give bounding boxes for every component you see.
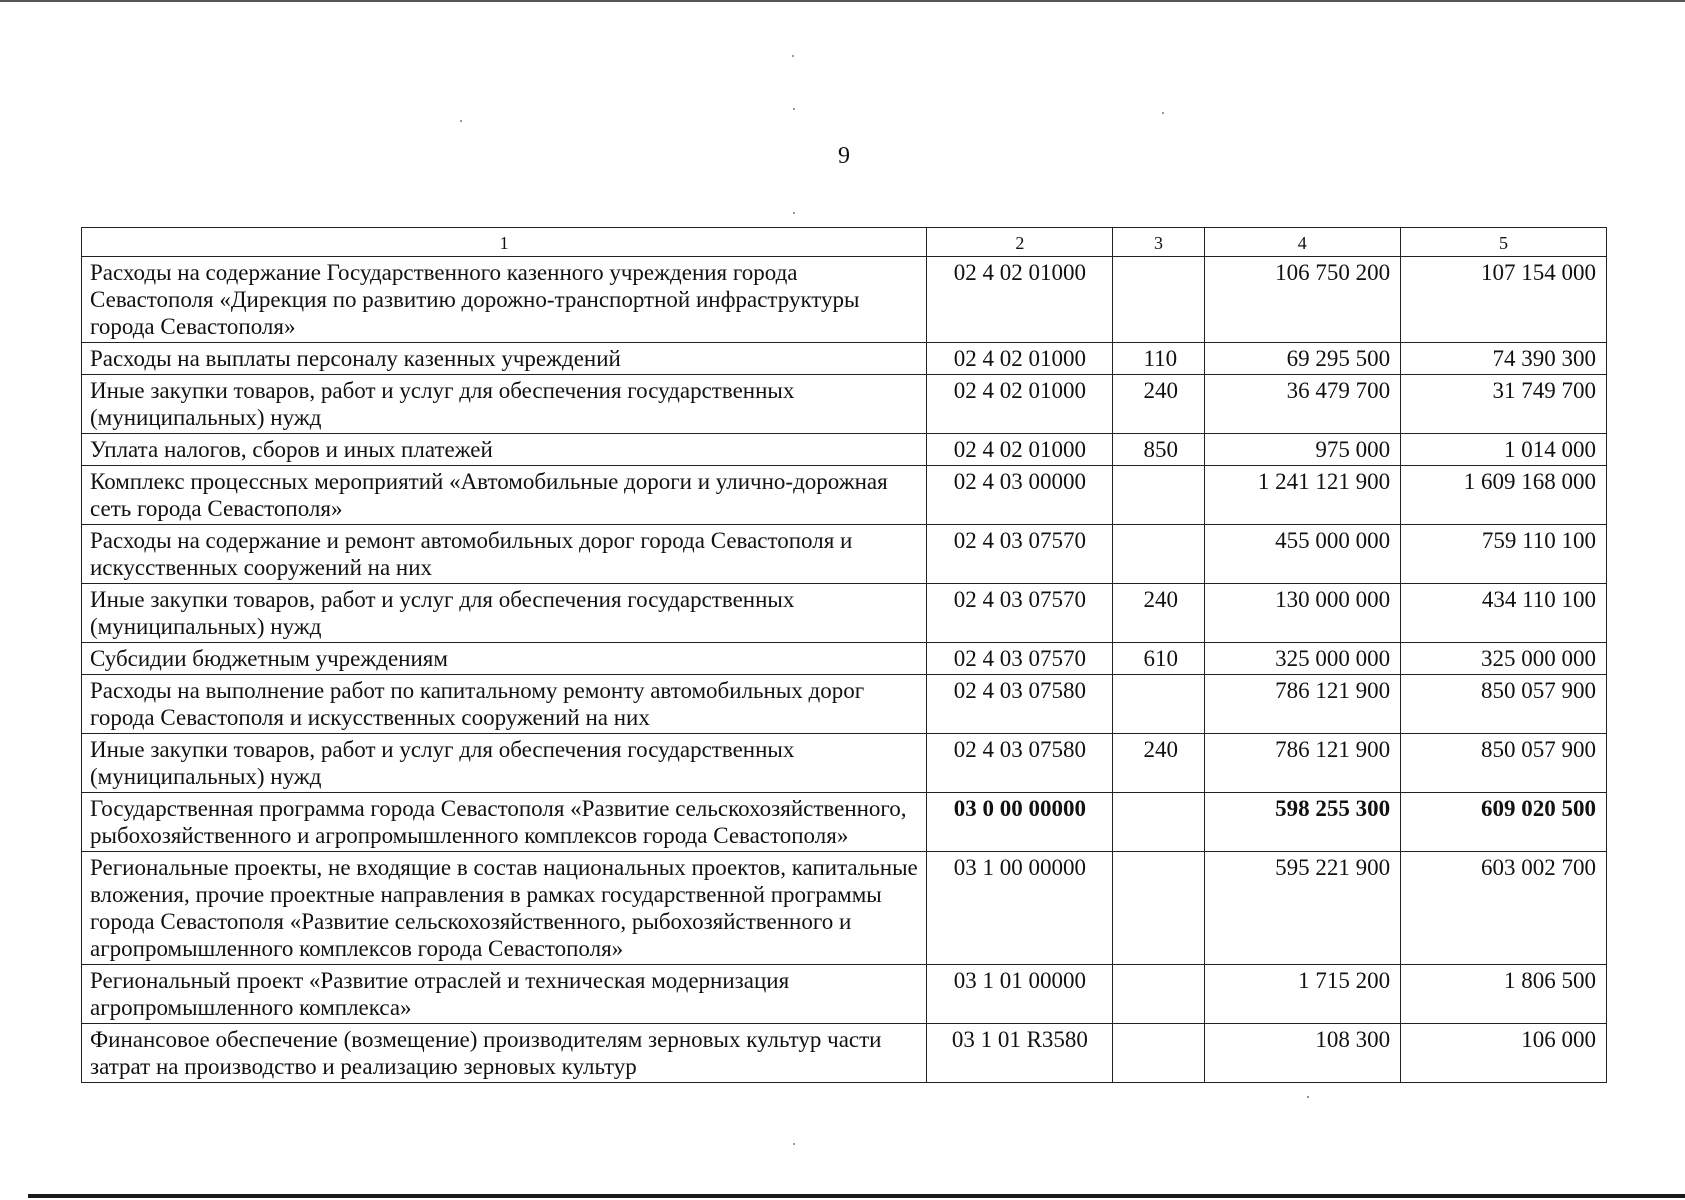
row-amount-col-4: 130 000 000 bbox=[1204, 584, 1401, 643]
scan-speck bbox=[793, 1143, 795, 1145]
row-amount-col-5: 434 110 100 bbox=[1401, 584, 1607, 643]
row-code: 02 4 02 01000 bbox=[927, 257, 1113, 343]
row-name: Расходы на содержание и ремонт автомобильных дорог города Севастополя и искусственных сооружений на них bbox=[82, 525, 927, 584]
row-expense-type: 110 bbox=[1113, 343, 1204, 375]
row-expense-type: 850 bbox=[1113, 434, 1204, 466]
table-row bbox=[82, 643, 1607, 675]
top-scan-edge bbox=[0, 0, 1685, 2]
scan-speck bbox=[793, 212, 795, 214]
row-code: 03 1 00 00000 bbox=[927, 852, 1113, 965]
table-row bbox=[82, 466, 1607, 525]
header-row bbox=[82, 228, 1607, 257]
table-row bbox=[82, 1024, 1607, 1083]
row-expense-type bbox=[1113, 793, 1204, 852]
scan-speck bbox=[1162, 112, 1164, 114]
row-name: Финансовое обеспечение (возмещение) производителям зерновых культур части затрат на производство и реализацию зерновых культур bbox=[82, 1024, 927, 1083]
scan-speck bbox=[793, 108, 795, 110]
row-expense-type bbox=[1113, 852, 1204, 965]
row-code: 02 4 03 07580 bbox=[927, 734, 1113, 793]
row-amount-col-4: 786 121 900 bbox=[1204, 734, 1401, 793]
row-code: 03 1 01 00000 bbox=[927, 965, 1113, 1024]
row-expense-type: 240 bbox=[1113, 584, 1204, 643]
row-expense-type bbox=[1113, 965, 1204, 1024]
table-row bbox=[82, 852, 1607, 965]
header-col-3: 3 bbox=[1113, 228, 1204, 257]
table-row bbox=[82, 257, 1607, 343]
page-number: 9 bbox=[838, 143, 850, 169]
row-code: 02 4 02 01000 bbox=[927, 375, 1113, 434]
row-amount-col-4: 108 300 bbox=[1204, 1024, 1401, 1083]
row-name: Уплата налогов, сборов и иных платежей bbox=[82, 434, 927, 466]
row-name: Региональные проекты, не входящие в состав национальных проектов, капитальные вложения, прочие проектные направления в рамках государственной программы города Севастополя «Развитие сельскохозяйственного, рыбохозяйственного и агропромышленного комплексов города Севастополя» bbox=[82, 852, 927, 965]
row-amount-col-5: 107 154 000 bbox=[1401, 257, 1607, 343]
row-name: Расходы на выполнение работ по капитальному ремонту автомобильных дорог города Севастополя и искусственных сооружений на них bbox=[82, 675, 927, 734]
row-amount-col-5: 325 000 000 bbox=[1401, 643, 1607, 675]
row-amount-col-4: 455 000 000 bbox=[1204, 525, 1401, 584]
table-row bbox=[82, 525, 1607, 584]
row-amount-col-5: 759 110 100 bbox=[1401, 525, 1607, 584]
table-row bbox=[82, 793, 1607, 852]
scan-speck bbox=[460, 120, 462, 122]
row-expense-type bbox=[1113, 257, 1204, 343]
row-name: Расходы на содержание Государственного казенного учреждения города Севастополя «Дирекция по развитию дорожно-транспортной инфраструктуры города Севастополя» bbox=[82, 257, 927, 343]
row-code: 02 4 03 07580 bbox=[927, 675, 1113, 734]
row-expense-type: 610 bbox=[1113, 643, 1204, 675]
row-name: Иные закупки товаров, работ и услуг для обеспечения государственных (муниципальных) нужд bbox=[82, 734, 927, 793]
table-row bbox=[82, 965, 1607, 1024]
row-name: Субсидии бюджетным учреждениям bbox=[82, 643, 927, 675]
row-name: Расходы на выплаты персоналу казенных учреждений bbox=[82, 343, 927, 375]
scan-speck bbox=[792, 55, 794, 57]
scan-speck bbox=[1307, 1096, 1309, 1098]
table-row bbox=[82, 375, 1607, 434]
table-row bbox=[82, 734, 1607, 793]
row-amount-col-5: 106 000 bbox=[1401, 1024, 1607, 1083]
header-col-1: 1 bbox=[82, 228, 927, 257]
header-col-4: 4 bbox=[1204, 228, 1401, 257]
row-expense-type bbox=[1113, 1024, 1204, 1083]
row-amount-col-5: 1 609 168 000 bbox=[1401, 466, 1607, 525]
row-amount-col-4: 36 479 700 bbox=[1204, 375, 1401, 434]
row-expense-type bbox=[1113, 675, 1204, 734]
row-amount-col-5: 74 390 300 bbox=[1401, 343, 1607, 375]
row-amount-col-5: 850 057 900 bbox=[1401, 734, 1607, 793]
row-code: 02 4 02 01000 bbox=[927, 434, 1113, 466]
row-expense-type bbox=[1113, 525, 1204, 584]
header-col-2: 2 bbox=[927, 228, 1113, 257]
table-row bbox=[82, 584, 1607, 643]
table-row bbox=[82, 343, 1607, 375]
budget-table bbox=[81, 227, 1607, 1083]
row-code: 03 1 01 R3580 bbox=[927, 1024, 1113, 1083]
row-code: 03 0 00 00000 bbox=[927, 793, 1113, 852]
row-code: 02 4 03 00000 bbox=[927, 466, 1113, 525]
row-amount-col-4: 786 121 900 bbox=[1204, 675, 1401, 734]
row-expense-type: 240 bbox=[1113, 375, 1204, 434]
row-name: Региональный проект «Развитие отраслей и техническая модернизация агропромышленного комплекса» bbox=[82, 965, 927, 1024]
row-amount-col-4: 69 295 500 bbox=[1204, 343, 1401, 375]
bottom-scan-edge bbox=[28, 1194, 1685, 1198]
row-expense-type bbox=[1113, 466, 1204, 525]
row-code: 02 4 03 07570 bbox=[927, 525, 1113, 584]
table-row bbox=[82, 434, 1607, 466]
row-amount-col-5: 603 002 700 bbox=[1401, 852, 1607, 965]
row-amount-col-4: 595 221 900 bbox=[1204, 852, 1401, 965]
row-amount-col-4: 975 000 bbox=[1204, 434, 1401, 466]
row-name: Государственная программа города Севастополя «Развитие сельскохозяйственного, рыбохозяйственного и агропромышленного комплексов города Севастополя» bbox=[82, 793, 927, 852]
row-name: Иные закупки товаров, работ и услуг для обеспечения государственных (муниципальных) нужд bbox=[82, 584, 927, 643]
row-code: 02 4 02 01000 bbox=[927, 343, 1113, 375]
row-expense-type: 240 bbox=[1113, 734, 1204, 793]
row-code: 02 4 03 07570 bbox=[927, 584, 1113, 643]
row-amount-col-4: 1 715 200 bbox=[1204, 965, 1401, 1024]
table-row bbox=[82, 675, 1607, 734]
row-amount-col-5: 31 749 700 bbox=[1401, 375, 1607, 434]
row-amount-col-4: 598 255 300 bbox=[1204, 793, 1401, 852]
row-amount-col-5: 609 020 500 bbox=[1401, 793, 1607, 852]
row-code: 02 4 03 07570 bbox=[927, 643, 1113, 675]
row-name: Комплекс процессных мероприятий «Автомобильные дороги и улично-дорожная сеть города Севастополя» bbox=[82, 466, 927, 525]
row-amount-col-4: 1 241 121 900 bbox=[1204, 466, 1401, 525]
row-amount-col-5: 850 057 900 bbox=[1401, 675, 1607, 734]
header-col-5: 5 bbox=[1401, 228, 1607, 257]
row-name: Иные закупки товаров, работ и услуг для обеспечения государственных (муниципальных) нужд bbox=[82, 375, 927, 434]
row-amount-col-4: 325 000 000 bbox=[1204, 643, 1401, 675]
row-amount-col-4: 106 750 200 bbox=[1204, 257, 1401, 343]
row-amount-col-5: 1 806 500 bbox=[1401, 965, 1607, 1024]
row-amount-col-5: 1 014 000 bbox=[1401, 434, 1607, 466]
